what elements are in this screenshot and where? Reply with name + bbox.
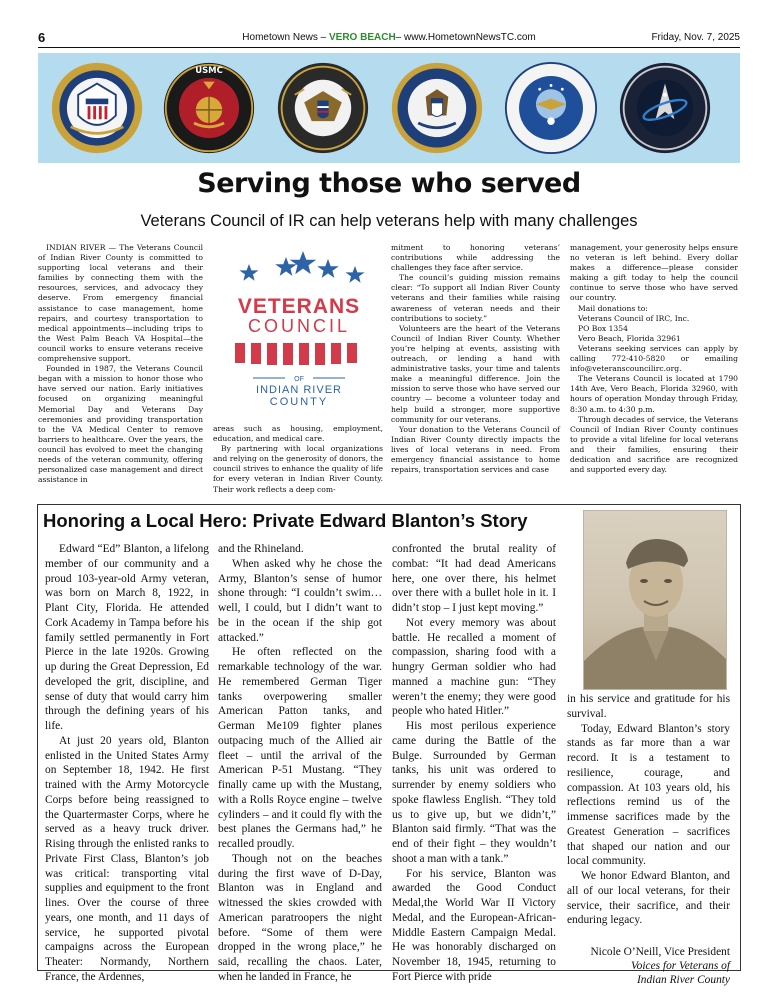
story-paragraph: Not every memory was about battle. He recalled a moment of compassion, sharing food with a hungry German soldier who had manned a machine gun: “They weren’t the enemy; they were good people who hated Hitler.” [392,616,556,718]
publication-website: – www.HometownNewsTC.com [395,32,536,43]
logo-indian-river-text: INDIAN RIVER [256,384,342,396]
article-column-2 [213,424,383,495]
veterans-council-logo [213,250,383,410]
publication-name: Hometown News – [242,32,329,43]
marine-corps-seal-icon [162,61,256,155]
article-paragraph: Founded in 1987, the Veterans Council began with a mission to honor those who have served our nation. Early initiatives focused on organizing meaningful Memorial Day and Veterans Day ceremonies and providing transportation to the VA Medical Center to remove barriers to healthcare. Over the years, the council has evolved to meet the changing needs of the veteran community, offering personalized case management and direct assistance in [38,364,203,485]
story-paragraph: We honor Edward Blanton, and all of our local veterans, for their service, their sacrifice, and their enduring legacy. [567,870,730,927]
article-paragraph: The Veterans Council is located at 1790 14th Ave, Vero Beach, Florida 32960, with hours of operation Monday through Friday, 8:30 a.m. to 4:30 p.m. [570,374,738,414]
article-paragraph: INDIAN RIVER — The Veterans Council of Indian River County is committed to supporting local veterans and their families by connecting them with the resources, services, and advocacy they deserve. From emergency financial assistance to case management, home repairs, and courtesy transportation to medical appointments—including trips to the West Palm Beach VA Hospital—the council works to ensure veterans receive comprehensive support. [38,243,203,364]
address-line: Vero Beach, Florida 32961 [578,333,681,343]
article-headline: Serving those who served [197,168,581,199]
page-header [38,28,740,46]
signature-block [566,945,730,987]
article-paragraph: management, your generosity helps ensure no veteran is left behind. Every dollar makes a difference—please consider making a gift today to help the council continue to serve those who have served our country. [570,243,738,303]
signature-org: Indian River County [636,974,730,986]
story-paragraph: His most perilous experience came during the Battle of the Bulge. Surrounded by German tanks, his unit was ordered to surrender by enemy soldiers who spoke flawless English. “They told us to give up, but we didn’t,” Blanton said firmly. “That was the end of their fight – they wouldn’t shoot a man with a tank.” [392,720,556,865]
article-column-3 [391,243,560,475]
story-column-4 [567,692,730,928]
article-paragraph: By partnering with local organizations and relying on the generosity of donors, the council strives to enhance the quality of life for every veteran in Indian River County. Their work reflects a deep com- [213,444,383,494]
story-paragraph: When asked why he chose the Army, Blanton’s sense of humor shone through: “I couldn’t swim… well, I could, but I didn’t want to be in the ocean if the ship got attacked.” [218,557,382,644]
article-paragraph: areas such as housing, employment, education, and medical care. [213,424,383,444]
address-line: PO Box 1354 [578,323,628,333]
article-paragraph: Veterans seeking services can apply by calling 772-410-5820 or emailing info@veteranscouncilirc.org. [570,343,738,374]
air-force-seal-icon [504,61,598,155]
edward-blanton-photo [583,510,727,690]
story-paragraph: Today, Edward Blanton’s story stands as far more than a war record. It is a testament to resilience, courage, and compassion. At 103 years old, his reflections remind us of the immense sacrifices made by the Greatest Generation – sacrifices that shaped our nation and our local community. [567,722,730,868]
logo-flag-stripes-icon [235,343,357,365]
logo-stars-icon [239,251,364,283]
article-paragraph: Volunteers are the heart of the Veterans Council of Indian River County. Whether you’re helping at events, assisting with outreach, or lending a hand with administrative tasks, your time and talents make a meaningful difference. Join the mission to serve those who have served our country — become a volunteer today and help build a stronger, more supportive community for our veterans. [391,323,560,424]
story-column-1 [45,542,209,985]
story-paragraph: in his service and gratitude for his survival. [567,693,730,720]
story-paragraph: and the Rhineland. [218,543,304,555]
story-paragraph: confronted the brutal reality of combat: “It had dead Americans here, one over there, his helmet over there with a bullet hole in it. I didn’t stop – I just kept moving.” [392,543,556,614]
logo-council-text: COUNCIL [247,316,351,336]
space-force-seal-icon [618,61,712,155]
soldier-portrait-icon [584,511,727,690]
story-column-3 [392,542,556,985]
logo-county-text: COUNTY [269,396,329,408]
story-paragraph: At just 20 years old, Blanton enlisted in the United States Army on September 18, 1942. He first trained with the Army Motorcycle Corps before being reassigned to the Quartermaster Corps, where he served as a heavy truck driver. Rising through the enlisted ranks to Private First Class, Blanton’s job was critical: transporting vital supplies and equipment to the front lines. Over the course of three years, one month, and 11 days of service, he supported pivotal campaigns across the European Theater: Normandy, Northern France, the Ardennes, [45,734,209,983]
article-paragraph: Through decades of service, the Veterans Council of Indian River County continues to provide a vital lifeline for local veterans and their families, ensuring their dedication and sacrifice are recognized and supported every day. [570,414,738,475]
story-title: Honoring a Local Hero: Private Edward Blanton’s Story [43,510,528,531]
signature-org: Voices for Veterans of [630,960,730,972]
story-paragraph: Edward “Ed” Blanton, a lifelong member of our community and a proud 103-year-old Army veteran, was born on March 8, 1922, in Plant City, Florida. He attended Cork Academy in Tampa before his family settled permanently in Fort Pierce in the late 1920s. Growing up during the Great Depression, Ed developed the grit, discipline, and sense of duty that would carry him through the defining years of his life. [45,543,209,732]
article-column-4 [570,243,738,475]
article-paragraph: mitment to honoring veterans’ contributions while addressing the challenges they face after service. [391,243,560,273]
logo-veterans-text: VETERANS [237,295,361,318]
army-seal-icon [276,61,370,155]
logo-of-text: OF [294,376,304,383]
signature-name: Nicole O’Neill, Vice President [590,946,730,958]
mail-donations-label: Mail donations to: [578,303,648,313]
address-line: Veterans Council of IRC, Inc. [578,313,690,323]
military-seals-banner [38,53,740,163]
article-subheadline: Veterans Council of IR can help veterans help with many challenges [140,212,638,230]
svg-text:USMC: USMC [195,65,223,76]
publication-edition: VERO BEACH [328,32,396,43]
article-column-1 [38,243,203,485]
page-number: 6 [38,30,46,45]
story-paragraph: For his service, Blanton was awarded the Good Conduct Medal,the World War II Victory Medal, and the European-African-Middle Eastern Campaign Medal. He was honorably discharged on November 18, 1945, returning to Fort Pierce with pride [392,867,556,983]
header-divider [38,47,740,48]
article-paragraph: Your donation to the Veterans Council of Indian River County directly impacts the lives of local veterans in need. From emergency financial assistance to home repairs, transportation services and case [391,424,560,475]
story-column-2 [218,542,382,985]
article-paragraph: The council’s guiding mission remains clear: “To support all Indian River County veterans and their families while raising awareness of veteran needs and their contributions to society.” [391,273,560,323]
navy-seal-icon [390,61,484,155]
story-paragraph: He often reflected on the remarkable technology of the war. He remembered German Tiger tanks overpowering smaller American Patton tanks, and German Me109 fighter planes outpacing much of the Allied air fleet – until the arrival of the American P-51 Mustang. “They finally came up with the Mustang, with a Rolls Royce engine – twelve cylinders – and it could fly with the best planes the Germans had,” he recalled proudly. [218,646,382,850]
issue-date: Friday, Nov. 7, 2025 [651,32,740,43]
coast-guard-seal-icon [50,61,144,155]
publication-line [38,32,740,43]
story-paragraph: Though not on the beaches during the first wave of D-Day, Blanton was in England and witnessed the skies crowded with American paratroopers the night before. “Some of them were dropped in the wrong place,” he said, recalling the chaos. Later, when he landed in France, he [218,852,382,983]
